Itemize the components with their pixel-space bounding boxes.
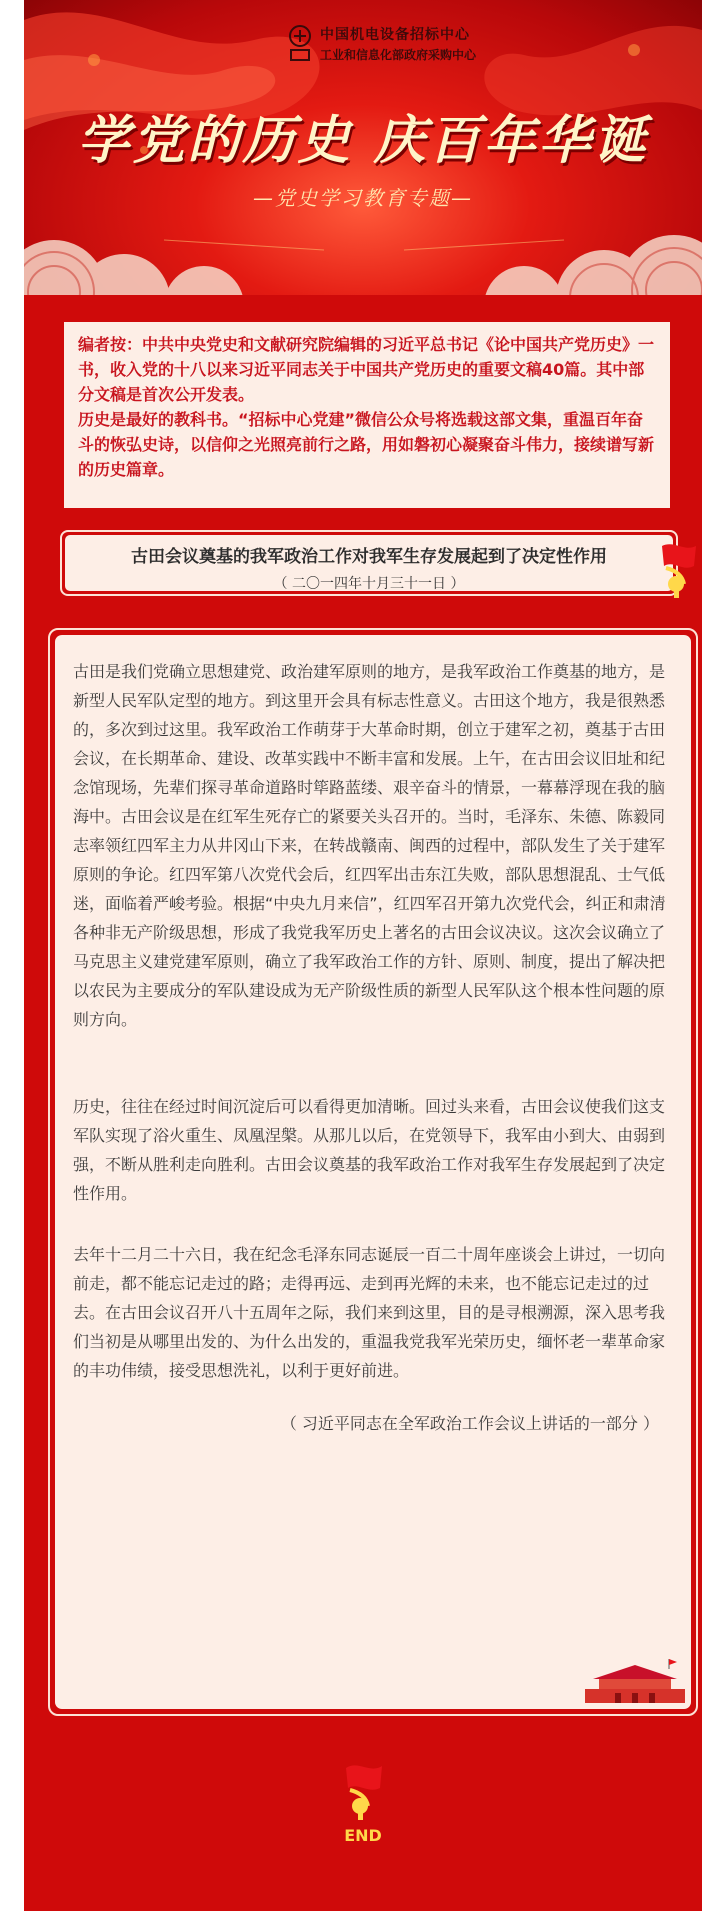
- end-torch-icon: [336, 1760, 390, 1822]
- tiananmen-icon: [585, 1659, 685, 1703]
- article-source: （ 习近平同志在全军政治工作会议上讲话的一部分 ）: [280, 1414, 659, 1433]
- party-emblem-icon: [286, 24, 314, 64]
- header-banner: [24, 0, 702, 295]
- org-name-secondary: 工业和信息化部政府采购中心: [320, 48, 477, 62]
- torch-flag-icon: [654, 540, 702, 600]
- banner-subtitle: —党史学习教育专题—: [253, 186, 473, 210]
- editor-note: [64, 322, 670, 508]
- editor-note-intro: 编者按：中共中央党史和文献研究院编辑的习近平总书记《论中国共产党历史》一书，收入党的十八以来习近平同志关于中国共产党历史的重要文稿40篇。其中部分文稿是首次公开发表。: [78, 335, 655, 404]
- article-paragraph: 去年十二月二十六日，我在纪念毛泽东同志诞辰一百二十周年座谈会上讲过，一切向前走，都不能忘记走过的路；走得再远、走到再光辉的未来，也不能忘记走过的过去。在古田会议召开八十五周年之际，我们来到这里，目的是寻根溯源，深入思考我们当初是从哪里出发的、为什么出发的，重温我党我军光荣历史，缅怀老一辈革命家的丰功伟绩，接受思想洗礼，以利于更好前进。: [73, 1245, 666, 1380]
- end-label: END: [344, 1826, 382, 1845]
- article-title-box: [60, 530, 678, 596]
- article-body-box: [48, 628, 698, 1716]
- article-paragraph: 古田是我们党确立思想建党、政治建军原则的地方，是我军政治工作奠基的地方，是新型人民军队定型的地方。到这里开会具有标志性意义。古田这个地方，我是很熟悉的，多次到过这里。我军政治工作萌芽于大革命时期，创立于建军之初，奠基于古田会议，在长期革命、建设、改革实践中不断丰富和发展。上午，在古田会议旧址和纪念馆现场，先辈们探寻革命道路时筚路蓝缕、艰辛奋斗的情景，一幕幕浮现在我的脑海中。古田会议是在红军生死存亡的紧要关头召开的。当时，毛泽东、朱德、陈毅同志率领红四军主力从井冈山下来，在转战赣南、闽西的过程中，部队发生了关于建军原则的争论。红四军第八次党代会后，红四军出击东江失败，部队思想混乱、士气低迷，面临着严峻考验。根据“中央九月来信”，红四军召开第九次党代会，纠正和肃清各种非无产阶级思想，形成了我党我军历史上著名的古田会议决议。这次会议确立了马克思主义建党建军原则，确立了我军政治工作的方针、原则、制度，提出了解决把以农民为主要成分的军队建设成为无产阶级性质的新型人民军队这个根本性问题的原则方向。: [73, 662, 666, 1029]
- org-name-primary: 中国机电设备招标中心: [320, 27, 470, 43]
- organization-header: [286, 22, 496, 70]
- article-date: （ 二〇一四年十月三十一日 ）: [273, 576, 465, 592]
- page: [24, 0, 702, 1911]
- banner-title: 学党的历史 庆百年华诞: [77, 110, 649, 171]
- editor-note-purpose: 历史是最好的教科书。“招标中心党建”微信公众号将选载这部文集，重温百年奋斗的恢弘史诗，以信仰之光照亮前行之路，用如磐初心凝聚奋斗伟力，接续谱写新的历史篇章。: [78, 410, 655, 479]
- article-title: 古田会议奠基的我军政治工作对我军生存发展起到了决定性作用: [131, 547, 607, 567]
- article-paragraph: 历史，往往在经过时间沉淀后可以看得更加清晰。回过头来看，古田会议使我们这支军队实现了浴火重生、凤凰涅槃。从那儿以后，在党领导下，我军由小到大、由弱到强，不断从胜利走向胜利。古田会议奠基的我军政治工作对我军生存发展起到了决定性作用。: [73, 1097, 666, 1203]
